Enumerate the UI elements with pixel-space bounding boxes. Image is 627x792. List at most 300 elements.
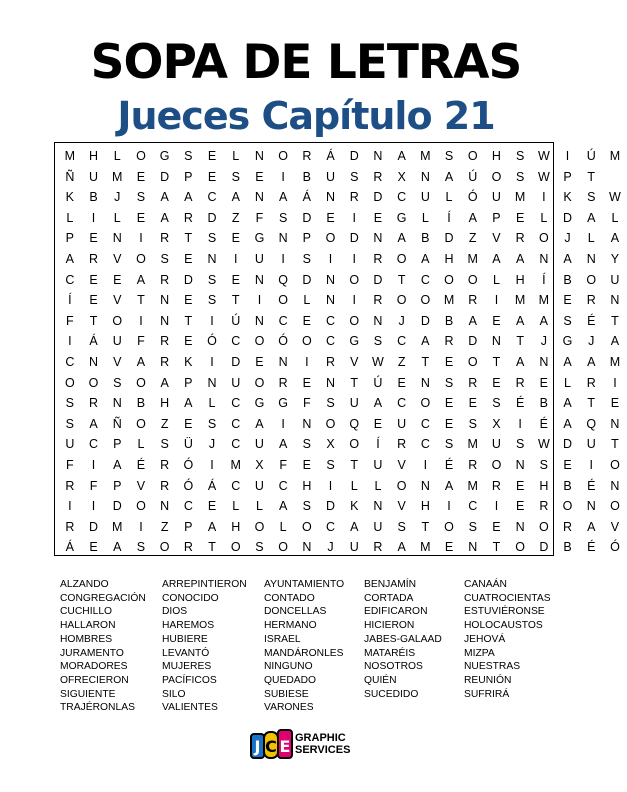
grid-letter: O [467, 355, 478, 369]
grid-letter: A [515, 252, 525, 266]
word-item: BENJAMÍN [364, 579, 417, 590]
grid-letter: O [586, 272, 597, 287]
grid-letter: A [184, 396, 193, 411]
grid-row [55, 392, 620, 415]
grid-letter: U [112, 334, 122, 349]
grid-letter: A [113, 458, 122, 472]
grid-letter: N [160, 313, 170, 328]
grid-letter: M [420, 540, 431, 555]
grid-letter: S [515, 169, 525, 184]
grid-letter: O [112, 313, 123, 328]
grid-letter: Á [302, 190, 312, 205]
grid-letter: M [514, 190, 526, 205]
logo-letter-e: E [279, 737, 291, 756]
publisher-logo [250, 726, 362, 762]
grid-letter: P [492, 210, 501, 225]
grid-letter: P [65, 231, 75, 246]
grid-letter: B [563, 478, 572, 493]
grid-letter: J [327, 540, 334, 555]
grid-letter: I [352, 210, 356, 225]
grid-letter: G [159, 149, 170, 163]
grid-letter: É [515, 396, 525, 411]
grid-letter: O [420, 293, 431, 308]
grid-letter: K [350, 499, 359, 514]
grid-letter: N [610, 416, 620, 431]
grid-letter: R [302, 149, 312, 163]
grid-letter: N [420, 478, 430, 493]
grid-letter: N [586, 499, 596, 514]
grid-letter: E [397, 375, 406, 390]
grid-letter: U [349, 396, 359, 411]
grid-letter: C [89, 437, 99, 452]
grid-letter: G [562, 334, 573, 349]
grid-letter: R [468, 458, 478, 472]
grid-letter: H [444, 252, 454, 266]
grid-letter: T [611, 313, 619, 328]
grid-letter: J [114, 190, 121, 205]
grid-letter: J [208, 437, 216, 452]
grid-letter: U [231, 375, 241, 390]
grid-letter: I [281, 169, 285, 184]
grid-letter: E [302, 458, 312, 472]
word-item: HUBIERE [162, 633, 208, 645]
grid-letter: D [373, 190, 383, 205]
grid-letter: R [326, 355, 336, 369]
grid-letter: Ú [468, 169, 478, 184]
grid-letter: S [207, 416, 217, 431]
grid-letter: T [208, 540, 216, 555]
grid-letter: C [231, 396, 241, 411]
grid-letter: L [137, 437, 145, 452]
grid-letter: C [397, 190, 407, 205]
grid-letter: X [255, 458, 264, 472]
grid-row [55, 145, 621, 168]
grid-letter: A [160, 210, 169, 225]
grid-letter: É [444, 458, 454, 472]
grid-letter: O [467, 149, 478, 163]
grid-letter: R [373, 540, 383, 555]
grid-letter: S [207, 293, 217, 308]
grid-letter: E [184, 416, 193, 431]
grid-letter: O [491, 169, 502, 184]
grid-letter: E [515, 478, 525, 493]
grid-letter: F [66, 458, 74, 472]
word-item: ALZANDO [60, 579, 109, 590]
grid-row [55, 351, 621, 374]
grid-letter: I [494, 499, 499, 514]
grid-letter: O [325, 231, 336, 246]
grid-letter: C [231, 437, 241, 452]
grid-letter: E [136, 210, 146, 225]
word-item: VALIENTES [162, 702, 218, 714]
grid-letter: E [444, 396, 454, 411]
grid-letter: D [302, 210, 312, 225]
grid-letter: V [397, 499, 406, 514]
grid-letter: O [444, 519, 454, 534]
grid-letter: E [444, 540, 454, 555]
word-item: HOLOCAUSTOS [464, 620, 543, 632]
grid-letter: T [611, 437, 619, 452]
grid-letter: C [397, 334, 407, 349]
grid-letter: T [492, 355, 501, 369]
grid-letter: B [563, 272, 572, 287]
grid-letter: A [65, 252, 75, 266]
grid-letter: Q [278, 272, 288, 287]
grid-letter: E [207, 149, 217, 163]
grid-letter: A [278, 190, 288, 205]
grid-letter: S [350, 169, 359, 184]
grid-letter: R [515, 231, 525, 246]
grid-letter: W [537, 149, 550, 163]
grid-letter: U [373, 458, 383, 472]
word-item: QUEDADO [264, 674, 317, 686]
grid-letter: L [232, 149, 240, 163]
grid-letter: A [421, 252, 430, 266]
grid-letter: R [444, 334, 454, 349]
grid-letter: I [210, 313, 214, 328]
grid-letter: N [515, 519, 525, 534]
grid-letter: H [231, 519, 241, 534]
grid-letter: R [89, 396, 99, 411]
grid-letter: I [494, 293, 499, 308]
grid-letter: É [587, 478, 596, 493]
grid-letter: R [586, 375, 596, 390]
grid-letter: B [89, 190, 98, 205]
grid-letter: T [421, 519, 430, 534]
grid-letter: Á [326, 149, 335, 163]
grid-letter: O [136, 149, 146, 163]
word-item: MORADORES [60, 661, 128, 673]
grid-letter: E [89, 231, 98, 246]
grid-letter: E [539, 375, 549, 390]
grid-letter: C [65, 272, 75, 287]
grid-letter: Á [89, 334, 98, 349]
grid-letter: A [515, 355, 525, 369]
word-item: EDIFICARON [364, 606, 428, 618]
grid-letter: Ó [278, 334, 288, 349]
grid-letter: S [444, 375, 454, 390]
grid-letter: S [302, 437, 312, 452]
grid-letter: O [254, 519, 265, 534]
grid-letter: D [183, 272, 193, 287]
grid-letter: A [231, 190, 240, 205]
logo-line1: GRAPHIC [295, 732, 346, 744]
grid-letter: É [539, 416, 549, 431]
grid-letter: U [254, 437, 264, 452]
grid-letter: N [420, 169, 430, 184]
grid-letter: E [184, 334, 193, 349]
grid-letter: Z [397, 355, 406, 369]
grid-letter: N [160, 499, 170, 514]
grid-letter: U [373, 519, 383, 534]
grid-letter: Ñ [112, 416, 122, 431]
grid-letter: I [91, 499, 96, 514]
grid-letter: V [113, 355, 122, 369]
grid-letter: W [609, 190, 621, 205]
grid-letter: O [254, 334, 265, 349]
grid-letter: D [563, 210, 573, 225]
grid-letter: O [278, 293, 288, 308]
grid-letter: O [420, 396, 431, 411]
grid-letter: E [231, 272, 240, 287]
grid-letter: O [396, 252, 407, 266]
grid-letter: N [373, 499, 383, 514]
grid-letter: L [279, 519, 287, 534]
grid-letter: Ó [467, 190, 478, 205]
grid-letter: Ñ [65, 169, 75, 184]
grid-letter: B [302, 169, 312, 184]
grid-letter: T [89, 313, 98, 328]
grid-letter: Ü [183, 437, 193, 452]
grid-letter: M [467, 478, 478, 493]
grid-letter: A [468, 210, 477, 225]
grid-letter: E [255, 355, 264, 369]
grid-letter: E [184, 293, 193, 308]
grid-letter: O [396, 478, 407, 493]
grid-letter: R [539, 499, 549, 514]
grid-letter: A [610, 334, 620, 349]
grid-letter: L [208, 396, 216, 411]
grid-letter: J [588, 334, 595, 349]
grid-letter: O [538, 519, 549, 534]
grid-letter: I [352, 293, 356, 308]
grid-letter: X [326, 437, 335, 452]
grid-letter: Ó [183, 458, 194, 472]
grid-letter: H [515, 272, 525, 287]
grid-letter: U [420, 190, 430, 205]
grid-letter: I [139, 519, 143, 534]
grid-letter: U [610, 272, 620, 287]
grid-letter: A [563, 416, 572, 431]
grid-letter: L [492, 272, 500, 287]
grid-letter: U [491, 437, 501, 452]
grid-letter: N [610, 293, 620, 308]
grid-letter: K [65, 190, 75, 205]
grid-letter: O [515, 540, 525, 555]
grid-letter: Q [349, 416, 360, 431]
grid-letter: Z [231, 210, 240, 225]
grid-letter: O [491, 458, 502, 472]
grid-row [55, 433, 619, 456]
grid-letter: T [184, 313, 193, 328]
word-item: SUCEDIDO [364, 688, 419, 700]
page-title: SOPA DE LETRAS [90, 35, 522, 90]
grid-letter: I [68, 334, 72, 349]
grid-letter: A [207, 519, 217, 534]
page-subtitle: Jueces Capítulo 21 [117, 94, 495, 138]
grid-letter: N [539, 355, 549, 369]
grid-letter: E [207, 499, 217, 514]
grid-letter: V [350, 355, 359, 369]
grid-letter: I [542, 190, 546, 205]
grid-letter: D [349, 149, 359, 163]
grid-letter: L [232, 499, 240, 514]
grid-letter: S [468, 416, 477, 431]
grid-letter: I [281, 252, 285, 266]
logo-letter-j: J [254, 737, 261, 756]
word-item: ARREPINTIERON [162, 579, 247, 590]
grid-letter: M [443, 293, 455, 308]
grid-letter: Á [65, 540, 75, 555]
grid-letter: N [207, 252, 217, 266]
grid-letter: E [113, 272, 122, 287]
word-item: TRAJÉRONLAS [60, 702, 135, 714]
grid-row [55, 310, 619, 333]
grid-letter: H [89, 149, 99, 163]
grid-letter: R [160, 334, 170, 349]
grid-letter: T [350, 458, 359, 472]
grid-letter: Z [468, 231, 477, 246]
grid-letter: T [421, 355, 430, 369]
grid-letter: E [468, 396, 477, 411]
grid-letter: B [539, 396, 549, 411]
grid-letter: R [183, 540, 193, 555]
grid-letter: S [397, 519, 406, 534]
logo-letter-c: C [265, 737, 277, 756]
grid-letter: N [326, 293, 336, 308]
grid-letter: Ú [373, 375, 383, 390]
grid-letter: X [492, 416, 501, 431]
grid-letter: L [350, 478, 358, 493]
grid-letter: N [278, 231, 288, 246]
grid-letter: M [64, 149, 76, 163]
grid-letter: L [445, 190, 453, 205]
grid-letter: I [210, 355, 214, 369]
grid-letter: N [586, 252, 596, 266]
grid-letter: D [160, 169, 170, 184]
grid-letter: T [587, 396, 596, 411]
grid-letter: Y [610, 252, 620, 266]
grid-letter: F [89, 478, 98, 493]
grid-letter: A [515, 313, 525, 328]
grid-letter: O [467, 272, 478, 287]
grid-letter: A [373, 396, 383, 411]
grid-letter: I [328, 478, 333, 493]
grid-letter: I [210, 458, 214, 472]
grid-letter: B [136, 396, 146, 411]
grid-letter: S [160, 437, 169, 452]
grid-letter: A [587, 519, 596, 534]
word-item: VARONES [264, 702, 314, 714]
grid-letter: S [136, 540, 146, 555]
word-item: SUFRIRÁ [464, 688, 510, 700]
grid-letter: P [113, 478, 122, 493]
grid-letter: G [254, 396, 265, 411]
grid-letter: U [397, 416, 407, 431]
word-item: CUCHILLO [60, 606, 113, 618]
grid-letter: I [613, 375, 617, 390]
grid-letter: K [563, 190, 572, 205]
grid-letter: O [349, 437, 360, 452]
grid-letter: H [539, 478, 549, 493]
grid-letter: I [139, 313, 143, 328]
grid-letter: L [113, 149, 121, 163]
grid-letter: P [184, 519, 193, 534]
grid-letter: I [305, 355, 309, 369]
grid-letter: J [540, 334, 547, 349]
grid-row [55, 495, 620, 518]
grid-letter: E [492, 519, 501, 534]
grid-letter: Z [160, 416, 169, 431]
grid-letter: S [231, 169, 240, 184]
grid-letter: S [278, 210, 288, 225]
grid-row [55, 454, 620, 477]
grid-letter: C [326, 519, 336, 534]
word-item: REUNIÓN [464, 674, 512, 686]
grid-letter: M [467, 252, 478, 266]
grid-letter: D [326, 499, 336, 514]
grid-letter: S [326, 396, 335, 411]
grid-letter: N [302, 416, 312, 431]
grid-letter: Í [68, 293, 72, 308]
word-item: CONGREGACIÓN [60, 592, 146, 604]
grid-letter: N [254, 190, 264, 205]
grid-letter: O [159, 540, 170, 555]
grid-letter: S [468, 519, 477, 534]
grid-letter: N [420, 375, 430, 390]
word-item: NOSOTROS [364, 661, 423, 673]
grid-letter: E [231, 231, 240, 246]
grid-letter: O [396, 293, 407, 308]
grid-letter: O [538, 231, 549, 246]
grid-letter: F [303, 396, 311, 411]
grid-letter: T [137, 293, 145, 308]
grid-letter: A [492, 252, 501, 266]
grid-letter: L [255, 499, 263, 514]
word-item: MIZPA [464, 647, 495, 659]
grid-letter: H [491, 149, 501, 163]
grid-letter: A [278, 499, 288, 514]
grid-letter: S [492, 396, 501, 411]
grid-letter: T [184, 231, 193, 246]
grid-letter: O [610, 458, 620, 472]
grid-letter: C [326, 334, 336, 349]
word-item: JABES-GALAAD [364, 633, 442, 645]
grid-letter: X [397, 169, 406, 184]
grid-letter: O [349, 272, 360, 287]
grid-row [55, 475, 620, 498]
grid-letter: N [373, 149, 383, 163]
grid-letter: Ú [586, 149, 596, 163]
word-item: CONTADO [264, 592, 315, 604]
grid-letter: T [587, 169, 596, 184]
grid-letter: T [516, 334, 524, 349]
grid-letter: H [302, 478, 312, 493]
grid-row [55, 330, 620, 353]
grid-letter: E [89, 272, 98, 287]
grid-row [55, 413, 620, 436]
grid-letter: I [423, 458, 428, 472]
grid-letter: A [113, 540, 122, 555]
grid-row [55, 536, 620, 559]
grid-letter: N [278, 355, 288, 369]
grid-letter: R [397, 437, 407, 452]
grid-letter: A [563, 355, 572, 369]
grid-letter: C [231, 416, 241, 431]
grid-letter: M [112, 169, 123, 184]
logo-line2: SERVICES [295, 744, 351, 756]
grid-letter: C [420, 272, 430, 287]
grid-letter: P [184, 169, 193, 184]
grid-letter: A [397, 540, 406, 555]
grid-letter: O [136, 416, 146, 431]
grid-letter: R [160, 458, 170, 472]
grid-letter: U [254, 252, 264, 266]
grid-letter: S [563, 313, 572, 328]
word-item: MATARÉIS [364, 647, 416, 659]
grid-letter: C [468, 499, 478, 514]
grid-letter: L [421, 210, 429, 225]
